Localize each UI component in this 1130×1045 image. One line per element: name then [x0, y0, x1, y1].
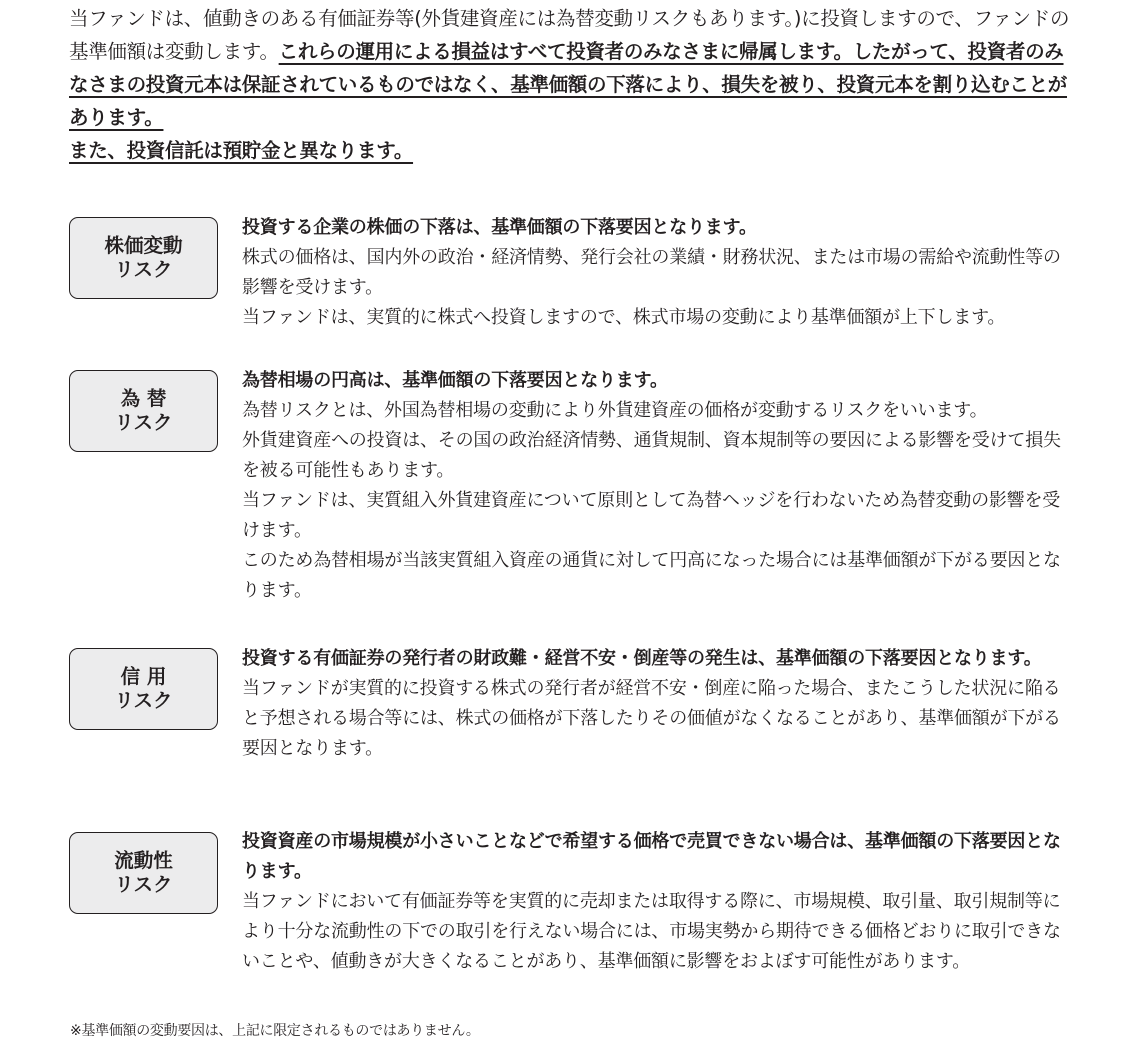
badge-label: 信 用 [120, 665, 167, 688]
risk-description [242, 827, 1072, 977]
risk-description [242, 644, 1072, 764]
intro-emphasis-deposit: また、投資信託は預貯金と異なります。 [69, 139, 414, 162]
risk-headline: 為替相場の円高は、基準価額の下落要因となります。 [242, 370, 668, 391]
badge-label: リスク [114, 411, 173, 434]
badge-label: リスク [114, 873, 173, 896]
risk-badge-liquidity [69, 832, 218, 914]
risk-paragraph: 当ファンドが実質的に投資する株式の発行者が経営不安・倒産に陥った場合、またこうした状況に陥ると予想される場合等には、株式の価格が下落したりその価値がなくなることがあり、基準価額が下がる要因となります。 [242, 678, 1061, 759]
risk-badge-currency [69, 370, 218, 452]
risk-description [242, 366, 1072, 606]
risk-badge-credit [69, 648, 218, 730]
footnote: ※基準価額の変動要因は、上記に限定されるものではありません。 [70, 1023, 480, 1039]
risk-headline: 投資する有価証券の発行者の財政難・経営不安・倒産等の発生は、基準価額の下落要因となります。 [242, 648, 1042, 669]
intro-paragraph [69, 2, 1079, 167]
intro-emphasis-loss: これらの運用による損益はすべて投資者のみなさまに帰属します。したがって、投資者のみなさまの投資元本は保証されているものではなく、基準価額の下落により、損失を被り、投資元本を割り込むことがあります。 [69, 40, 1068, 129]
risk-headline: 投資する企業の株価の下落は、基準価額の下落要因となります。 [242, 217, 757, 238]
risk-description [242, 213, 1072, 333]
badge-label: 為 替 [120, 387, 167, 410]
risk-paragraph: 当ファンドにおいて有価証券等を実質的に売却または取得する際に、市場規模、取引量、取引規制等により十分な流動性の下での取引を行えない場合には、市場実勢から期待できる価格どおりに取引できないことや、値動きが大きくなることがあり、基準価額に影響をおよぼす可能性があります。 [242, 891, 1061, 972]
badge-label: 株価変動 [104, 234, 183, 257]
risk-paragraph: 当ファンドは、実質組入外貨建資産について原則として為替ヘッジを行わないため為替変動の影響を受けます。 [242, 490, 1061, 541]
badge-label: リスク [114, 689, 173, 712]
risk-paragraph: このため為替相場が当該実質組入資産の通貨に対して円高になった場合には基準価額が下がる要因となります。 [242, 550, 1061, 601]
risk-paragraph: 当ファンドは、実質的に株式へ投資しますので、株式市場の変動により基準価額が上下します。 [242, 307, 1006, 328]
risk-headline: 投資資産の市場規模が小さいことなどで希望する価格で売買できない場合は、基準価額の下落要因となります。 [242, 831, 1061, 882]
badge-label: リスク [114, 258, 173, 281]
intro-text: 当ファンドは、値動きのある有価証券等(外貨建資産には為替変動リスクもあります。)に投資しますので、ファンドの基準価額は変動します。 [69, 7, 1070, 63]
risk-badge-stock-price [69, 217, 218, 299]
risk-paragraph: 外貨建資産への投資は、その国の政治経済情勢、通貨規制、資本規制等の要因による影響を受けて損失を被る可能性もあります。 [242, 430, 1061, 481]
risk-paragraph: 為替リスクとは、外国為替相場の変動により外貨建資産の価格が変動するリスクをいいます。 [242, 400, 988, 421]
badge-label: 流動性 [114, 849, 173, 872]
risk-paragraph: 株式の価格は、国内外の政治・経済情勢、発行会社の業績・財務状況、または市場の需給や流動性等の影響を受けます。 [242, 247, 1061, 298]
